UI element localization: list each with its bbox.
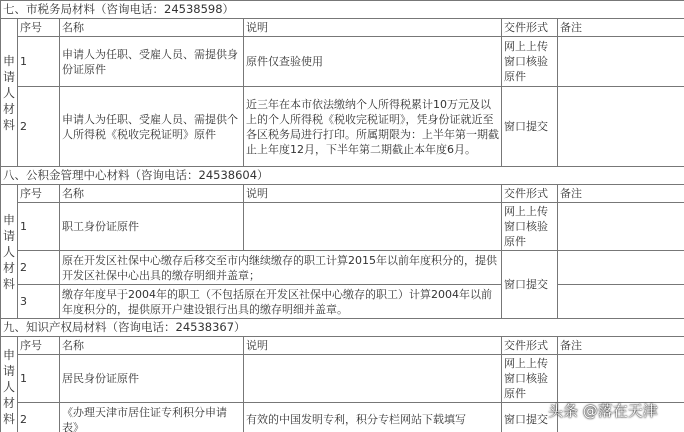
row-no: 1	[18, 203, 60, 251]
row-note	[558, 285, 684, 319]
section-9-title: 九、知识产权局材料（咨询电话：24538367）	[1, 319, 684, 337]
section-8-side-label: 申请人材料	[1, 185, 18, 319]
row-name: 《办理天津市居住证专利积分申请表》	[60, 403, 244, 432]
row-name: 居民身份证原件	[60, 355, 244, 403]
table-row	[1, 203, 684, 251]
header-form: 交件形式	[502, 19, 558, 37]
row-desc: 原件仅查验使用	[244, 37, 502, 87]
row-note	[558, 355, 684, 403]
row-no: 2	[18, 251, 60, 285]
header-note: 备注	[558, 185, 684, 203]
row-form: 网上上传窗口核验原件	[502, 355, 558, 403]
header-desc: 说明	[244, 337, 502, 355]
header-no: 序号	[18, 185, 60, 203]
header-no: 序号	[18, 19, 60, 37]
section-7-title: 七、市税务局材料（咨询电话：24538598）	[1, 1, 684, 19]
header-form: 交件形式	[502, 185, 558, 203]
section-7-side-label: 申请人材料	[1, 19, 18, 167]
row-no: 1	[18, 37, 60, 87]
row-no: 2	[18, 403, 60, 432]
section-9-side-label: 申请人材料	[1, 337, 18, 432]
header-desc: 说明	[244, 19, 502, 37]
row-name: 原在开发区社保中心缴存后移交至市内继续缴存的职工计算2015年以前年度积分的，提供开发区社保中心出具的缴存明细并盖章；	[60, 251, 502, 285]
header-form: 交件形式	[502, 337, 558, 355]
row-note	[558, 203, 684, 251]
watermark-text: 头条 @落在天津	[548, 402, 658, 420]
header-name: 名称	[60, 19, 244, 37]
row-no: 3	[18, 285, 60, 319]
row-name: 申请人为任职、受雇人员、需提供个人所得税《税收完税证明》原件	[60, 87, 244, 167]
header-note: 备注	[558, 19, 684, 37]
table-row	[1, 37, 684, 87]
row-desc: 近三年在本市依法缴纳个人所得税累计10万元及以上的个人所得税《税收完税证明》，凭身份证就近至各区税务局进行打印。所属期限为：上半年第一期截止上年度12月，下半年第二期截止本年度6月。	[244, 87, 502, 167]
row-form: 网上上传窗口核验原件	[502, 203, 558, 251]
header-desc: 说明	[244, 185, 502, 203]
header-no: 序号	[18, 337, 60, 355]
header-name: 名称	[60, 337, 244, 355]
row-name: 缴存年度早于2004年的职工（不包括原在开发区社保中心缴存的职工）计算2004年以前年度积分的，提供原开户建设银行出具的缴存明细并盖章。	[60, 285, 502, 319]
row-form: 窗口提交	[502, 87, 558, 167]
header-name: 名称	[60, 185, 244, 203]
row-form: 窗口提交	[502, 251, 558, 319]
row-desc	[244, 355, 502, 403]
row-note	[558, 251, 684, 285]
row-note	[558, 37, 684, 87]
row-name: 职工身份证原件	[60, 203, 244, 251]
section-8-title: 八、公积金管理中心材料（咨询电话：24538604）	[1, 167, 684, 185]
table-row	[1, 285, 684, 319]
row-desc: 有效的中国发明专利，积分专栏网站下载填写	[244, 403, 502, 432]
table-row	[1, 87, 684, 167]
row-name: 申请人为任职、受雇人员、需提供身份证原件	[60, 37, 244, 87]
header-note: 备注	[558, 337, 684, 355]
row-no: 2	[18, 87, 60, 167]
table-row	[1, 355, 684, 403]
row-desc	[244, 203, 502, 251]
table-row	[1, 251, 684, 285]
row-form: 窗口提交	[502, 403, 558, 432]
row-form: 网上上传窗口核验原件	[502, 37, 558, 87]
row-no: 1	[18, 355, 60, 403]
row-note	[558, 87, 684, 167]
